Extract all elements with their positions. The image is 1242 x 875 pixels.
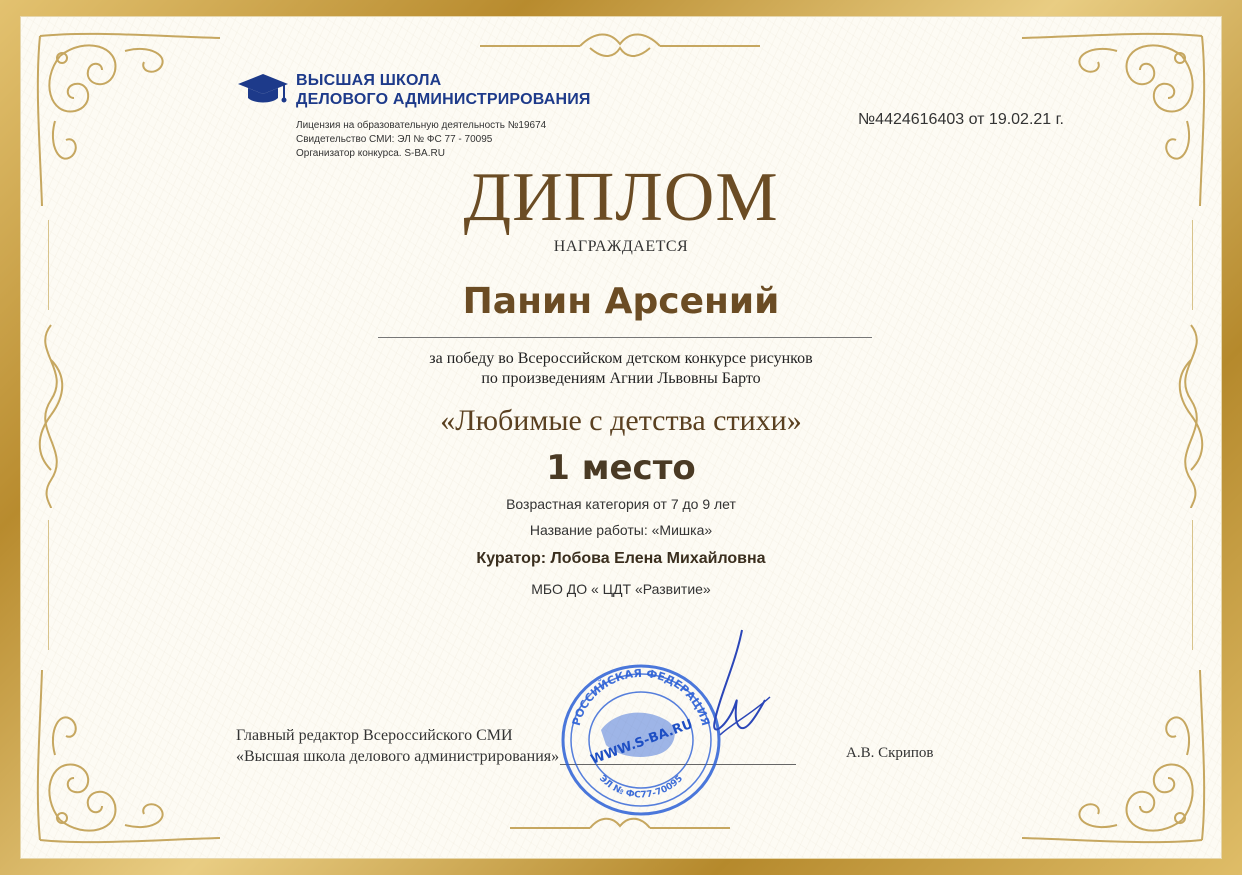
license-text: Лицензия на образовательную деятельность №19674	[296, 120, 547, 131]
media-cert-text: Свидетельство СМИ: ЭЛ № ФС 77 - 70095	[296, 134, 493, 145]
age-category: Возрастная категория от 7 до 9 лет	[506, 496, 736, 512]
svg-text:ЭЛ № ФС77-70095: ЭЛ № ФС77-70095	[596, 773, 686, 801]
editor-line1: Главный редактор Всероссийского СМИ	[236, 727, 513, 744]
name-underline	[378, 337, 872, 338]
logo-title-line1: ВЫСШАЯ ШКОЛА	[296, 72, 442, 89]
svg-text:WWW.S-BA.RU: WWW.S-BA.RU	[588, 716, 695, 768]
corner-ornament-bottom-right	[1012, 660, 1212, 850]
handwritten-signature	[680, 625, 780, 765]
institution: МБО ДО « ЦДТ «Развитие»	[531, 581, 711, 597]
contest-name: «Любимые с детства стихи»	[440, 404, 802, 437]
work-title: Название работы: «Мишка»	[529, 522, 713, 538]
document-number: №4424616403 от 19.02.21 г.	[858, 111, 1064, 128]
reason-line2: по произведениям Агнии Львовны Барто	[481, 370, 761, 387]
diploma-heading: ДИПЛОМ	[463, 159, 779, 236]
signer-name: А.В. Скрипов	[846, 745, 934, 761]
organizer-text: Организатор конкурса. S-BA.RU	[296, 148, 445, 159]
top-center-ornament	[470, 26, 770, 66]
corner-ornament-bottom-left	[30, 660, 230, 850]
editor-line2: «Высшая школа делового администрирования»	[236, 748, 560, 765]
logo-title-line2: ДЕЛОВОГО АДМИНИСТРИРОВАНИЯ	[296, 91, 591, 108]
recipient-name: Панин Арсений	[462, 281, 780, 322]
graduation-cap-icon	[236, 72, 290, 108]
reason-line1: за победу во Всероссийском детском конкурсе рисунков	[429, 350, 813, 367]
awarded-label: НАГРАЖДАЕТСЯ	[553, 238, 689, 255]
place-award: 1 место	[546, 448, 696, 488]
svg-text:РОССИЙСКАЯ ФЕДЕРАЦИЯ: РОССИЙСКАЯ ФЕДЕРАЦИЯ	[569, 666, 713, 728]
curator: Куратор: Лобова Елена Михайловна	[476, 550, 766, 567]
